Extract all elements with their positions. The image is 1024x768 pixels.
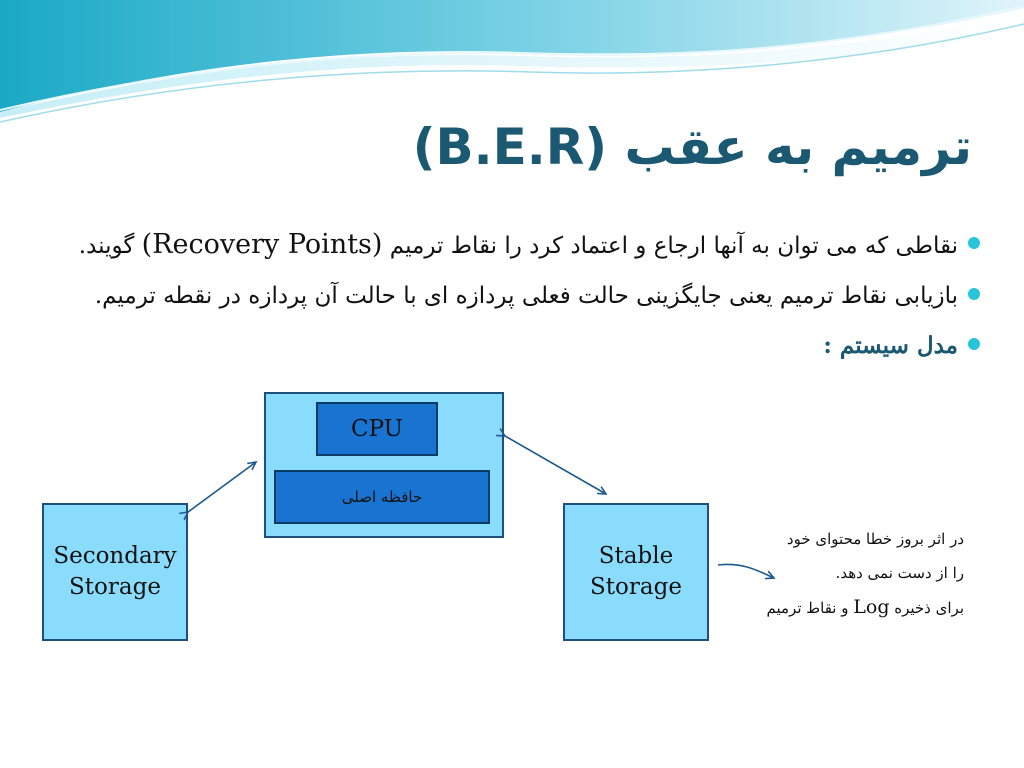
stable-storage-box <box>563 503 709 641</box>
secondary-storage-box <box>42 503 188 641</box>
header-wave-decoration <box>0 0 1024 130</box>
bullet-recovery-points <box>60 222 958 269</box>
stable-storage-label-2: Storage <box>590 574 682 600</box>
stable-storage-note <box>720 522 964 625</box>
bullet-recovery-end: گویند. <box>78 233 142 259</box>
bullet-system-model: مدل سیستم : <box>60 323 958 369</box>
arrow-processor-stable <box>505 436 606 494</box>
secondary-storage-label-2: Storage <box>69 574 161 600</box>
cpu-box <box>316 402 438 456</box>
note-line-3: برای ذخیره Log و نقاط ترمیم <box>766 596 964 618</box>
bullet-restore: بازیابی نقاط ترمیم یعنی جایگزینی حالت فعلی پردازه ای با حالت آن پردازه در نقطه ترمیم. <box>60 273 958 319</box>
stable-storage-label-1: Stable <box>598 543 674 569</box>
processor-box <box>264 392 504 538</box>
bullet-recovery-latin: (Recovery Points) <box>141 229 383 260</box>
main-memory-label: حافظه اصلی <box>341 488 423 506</box>
arrow-secondary-processor <box>188 462 256 512</box>
cpu-label: CPU <box>350 416 404 442</box>
secondary-storage-label-1: Secondary <box>53 543 177 569</box>
note-line-1: در اثر بروز خطا محتوای خود <box>786 530 964 548</box>
note-line-2: را از دست نمی دهد. <box>835 564 964 582</box>
bullet-recovery-text: نقاطی که می توان به آنها ارجاع و اعتماد کرد را نقاط ترمیم <box>389 233 958 259</box>
slide-title: ترمیم به عقب (B.E.R) <box>412 118 972 176</box>
bullet-list <box>60 222 958 373</box>
main-memory-box <box>274 470 490 524</box>
